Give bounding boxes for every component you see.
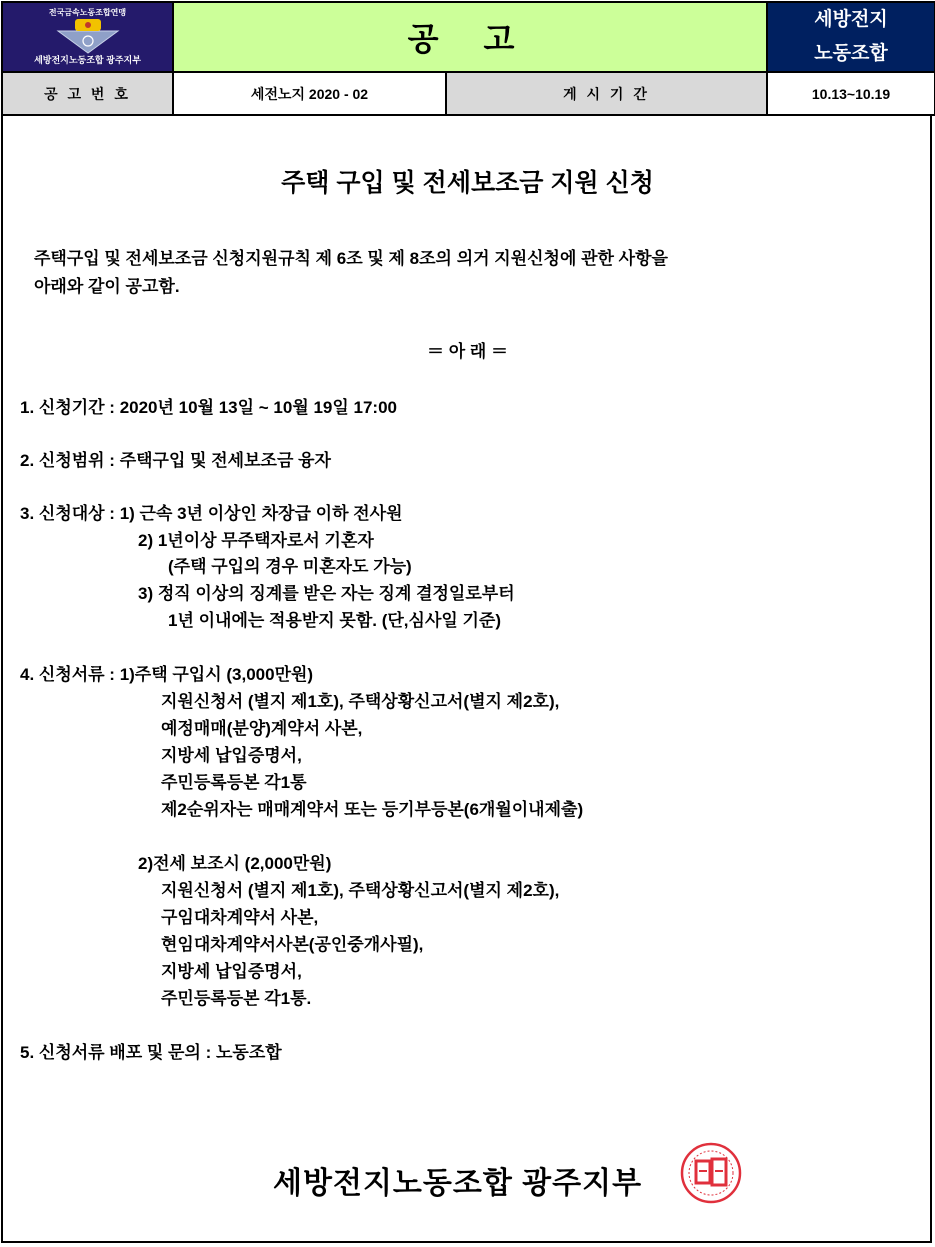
document-list-item: 지원신청서 (별지 제1호), 주택상황신고서(별지 제2호),: [161, 692, 560, 711]
notice-title: 공 고: [173, 2, 767, 72]
item-required-documents: 4. 신청서류 : 1)주택 구입시 (3,000만원): [20, 665, 314, 684]
logo-bottom-text: 세방전지노동조합 광주지부: [34, 55, 141, 65]
intro-line: 아래와 같이 공고함.: [34, 277, 180, 296]
section-marker: ＝ 아 래 ＝: [426, 342, 508, 361]
union-name-line1: 세방전지: [814, 9, 888, 30]
document-list-item: 주민등록등본 각1통: [161, 773, 307, 792]
posting-period-value: 10.13~10.19: [767, 72, 935, 115]
signature: 세방전지노동조합 광주지부: [273, 1167, 643, 1200]
document-list-item: 주민등록등본 각1통.: [161, 989, 312, 1008]
eligibility-sub-item: 2) 1년이상 무주택자로서 기혼자: [138, 531, 374, 550]
item-distribution-inquiry: 5. 신청서류 배포 및 문의 : 노동조합: [20, 1043, 282, 1062]
document-list-item: 구임대차계약서 사본,: [161, 908, 319, 927]
eligibility-sub-item: 3) 정직 이상의 징계를 받은 자는 징계 결정일로부터: [138, 584, 515, 603]
union-name-line2: 노동조합: [814, 43, 888, 64]
document-list-item: 현임대차계약서사본(공인중개사필),: [161, 935, 424, 954]
union-emblem-icon: [53, 17, 123, 57]
intro-paragraph: [34, 245, 668, 301]
document-list-item: 지방세 납입증명서,: [161, 746, 302, 765]
notice-number-label: 공 고 번 호: [2, 72, 173, 115]
document-list-item: 지방세 납입증명서,: [161, 962, 302, 981]
document-list-item: 지원신청서 (별지 제1호), 주택상황신고서(별지 제2호),: [161, 881, 560, 900]
eligibility-note: (주택 구입의 경우 미혼자도 가능): [168, 557, 412, 576]
union-logo: [2, 2, 173, 72]
eligibility-note: 1년 이내에는 적용받지 못함. (단,심사일 기준): [168, 611, 502, 630]
notice-header-table: [1, 1, 935, 116]
item-application-period: 1. 신청기간 : 2020년 10월 13일 ~ 10월 19일 17:00: [20, 398, 398, 417]
union-name: [767, 2, 935, 72]
document-subsection: 2)전세 보조시 (2,000만원): [138, 854, 332, 873]
item-eligibility: 3. 신청대상 : 1) 근속 3년 이상인 차장급 이하 전사원: [20, 504, 403, 523]
posting-period-label: 게 시 기 간: [446, 72, 767, 115]
item-application-scope: 2. 신청범위 : 주택구입 및 전세보조금 융자: [20, 451, 331, 470]
document-list-item: 예정매매(분양)계약서 사본,: [161, 719, 363, 738]
logo-top-text: 전국금속노동조합연맹: [48, 8, 127, 17]
notice-number-value: 세전노지 2020 - 02: [173, 72, 446, 115]
document-title: 주택 구입 및 전세보조금 지원 신청: [281, 169, 654, 197]
document-list-item: 제2순위자는 매매계약서 또는 등기부등본(6개월이내제출): [161, 800, 584, 819]
intro-line: 주택구입 및 전세보조금 신청지원규칙 제 6조 및 제 8조의 의거 지원신청에 관한 사항을: [34, 249, 668, 268]
official-seal-icon: [679, 1141, 743, 1205]
